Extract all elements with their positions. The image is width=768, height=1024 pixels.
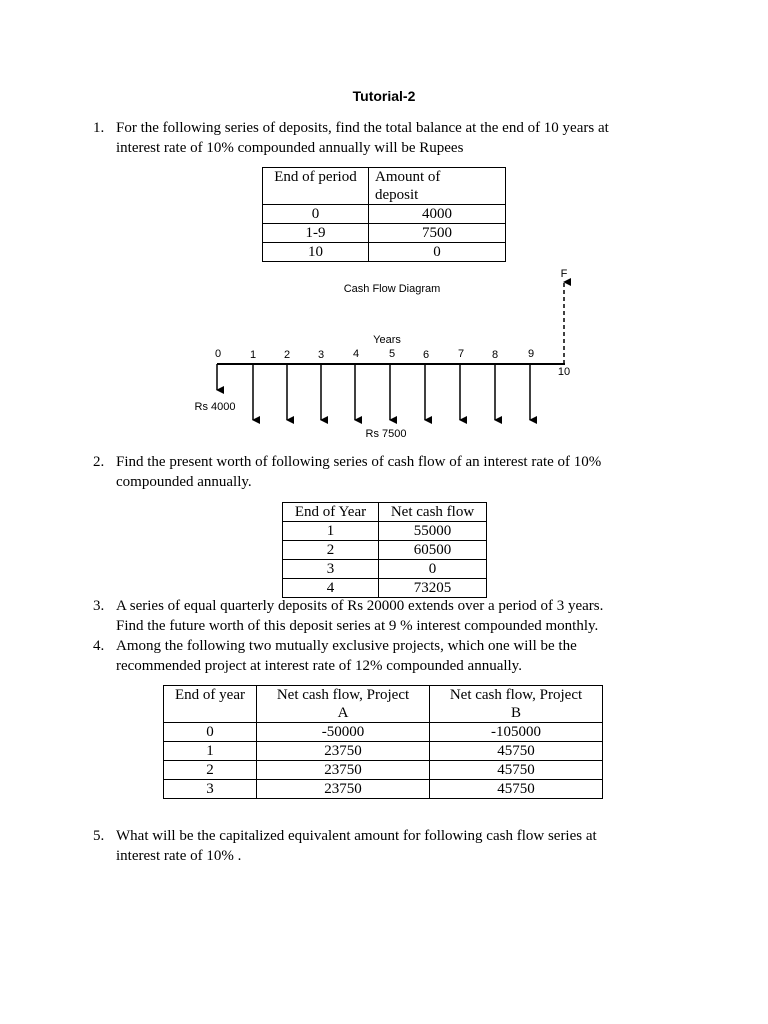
table-row (283, 522, 487, 541)
table-cell: 23750 (257, 780, 430, 799)
question-text-line: For the following series of deposits, find the total balance at the end of 10 years at (116, 120, 609, 136)
table-cell: 3 (283, 560, 379, 579)
column-header: Net cash flow, Project B (430, 686, 603, 723)
table-row (164, 742, 603, 761)
table-cell: 73205 (379, 579, 487, 598)
table-cell: 2 (283, 541, 379, 560)
page-title: Tutorial-2 (352, 88, 416, 104)
table-cell: 45750 (430, 780, 603, 799)
diagram-title: Cash Flow Diagram (343, 283, 441, 295)
question-number: 3. (93, 598, 105, 614)
question-text-line: What will be the capitalized equivalent amount for following cash flow series at (116, 828, 597, 844)
initial-deposit-label: Rs 4000 (194, 401, 236, 413)
year-label-10: 10 (557, 366, 571, 378)
table-row (283, 579, 487, 598)
column-header: End of year (164, 686, 257, 723)
future-value-label: F (560, 268, 568, 280)
year-label-2: 2 (283, 349, 291, 361)
table-cell: 60500 (379, 541, 487, 560)
table-cell: 23750 (257, 742, 430, 761)
table-cell: 1 (164, 742, 257, 761)
year-label-6: 6 (422, 349, 430, 361)
table-row (263, 243, 506, 262)
year-label-8: 8 (491, 349, 499, 361)
question-number: 1. (93, 120, 105, 136)
question-text-line: Find the present worth of following series of cash flow of an interest rate of 10% (116, 454, 602, 470)
question-number: 4. (93, 638, 105, 654)
question-text-line: Find the future worth of this deposit series at 9 % interest compounded monthly. (116, 618, 599, 634)
table-cell: 1-9 (263, 224, 369, 243)
year-label-1: 1 (249, 349, 257, 361)
table-row (283, 560, 487, 579)
table-row (164, 780, 603, 799)
year-label-0: 0 (214, 348, 222, 360)
table-row (283, 541, 487, 560)
table-cell: 7500 (369, 224, 506, 243)
table-cell: 4000 (369, 205, 506, 224)
table-row (164, 761, 603, 780)
deposit-table (262, 167, 506, 262)
column-header: Amount of deposit (369, 168, 506, 205)
projects-table (163, 685, 603, 799)
question-text-line: interest rate of 10% . (116, 848, 242, 864)
question-text-line: Among the following two mutually exclusive projects, which one will be the (116, 638, 577, 654)
cash-flow-table (282, 502, 487, 598)
question-text-line: recommended project at interest rate of 12% compounded annually. (116, 658, 522, 674)
column-header: Net cash flow, Project A (257, 686, 430, 723)
table-cell: 3 (164, 780, 257, 799)
table-cell: -50000 (257, 723, 430, 742)
table-row (263, 205, 506, 224)
annual-deposit-label: Rs 7500 (365, 428, 407, 440)
table-cell: 4 (283, 579, 379, 598)
table-cell: 2 (164, 761, 257, 780)
table-header-row (263, 168, 506, 205)
question-text-line: interest rate of 10% compounded annually will be Rupees (116, 140, 464, 156)
column-header: Net cash flow (379, 503, 487, 522)
table-cell: -105000 (430, 723, 603, 742)
table-row (263, 224, 506, 243)
year-label-5: 5 (388, 348, 396, 360)
question-number: 2. (93, 454, 105, 470)
table-header-row (164, 686, 603, 723)
table-cell: 45750 (430, 742, 603, 761)
column-header: End of Year (283, 503, 379, 522)
years-label: Years (373, 334, 401, 346)
table-cell: 0 (164, 723, 257, 742)
table-cell: 0 (379, 560, 487, 579)
year-label-4: 4 (352, 348, 360, 360)
year-label-9: 9 (527, 348, 535, 360)
table-cell: 45750 (430, 761, 603, 780)
cash-flow-diagram (0, 260, 768, 450)
column-header: End of period (263, 168, 369, 205)
question-number: 5. (93, 828, 105, 844)
question-text-line: compounded annually. (116, 474, 252, 490)
table-header-row (283, 503, 487, 522)
table-cell: 23750 (257, 761, 430, 780)
table-cell: 10 (263, 243, 369, 262)
table-cell: 55000 (379, 522, 487, 541)
table-cell: 0 (369, 243, 506, 262)
table-cell: 0 (263, 205, 369, 224)
table-row (164, 723, 603, 742)
year-label-3: 3 (317, 349, 325, 361)
question-text-line: A series of equal quarterly deposits of Rs 20000 extends over a period of 3 years. (116, 598, 604, 614)
table-cell: 1 (283, 522, 379, 541)
year-label-7: 7 (457, 348, 465, 360)
